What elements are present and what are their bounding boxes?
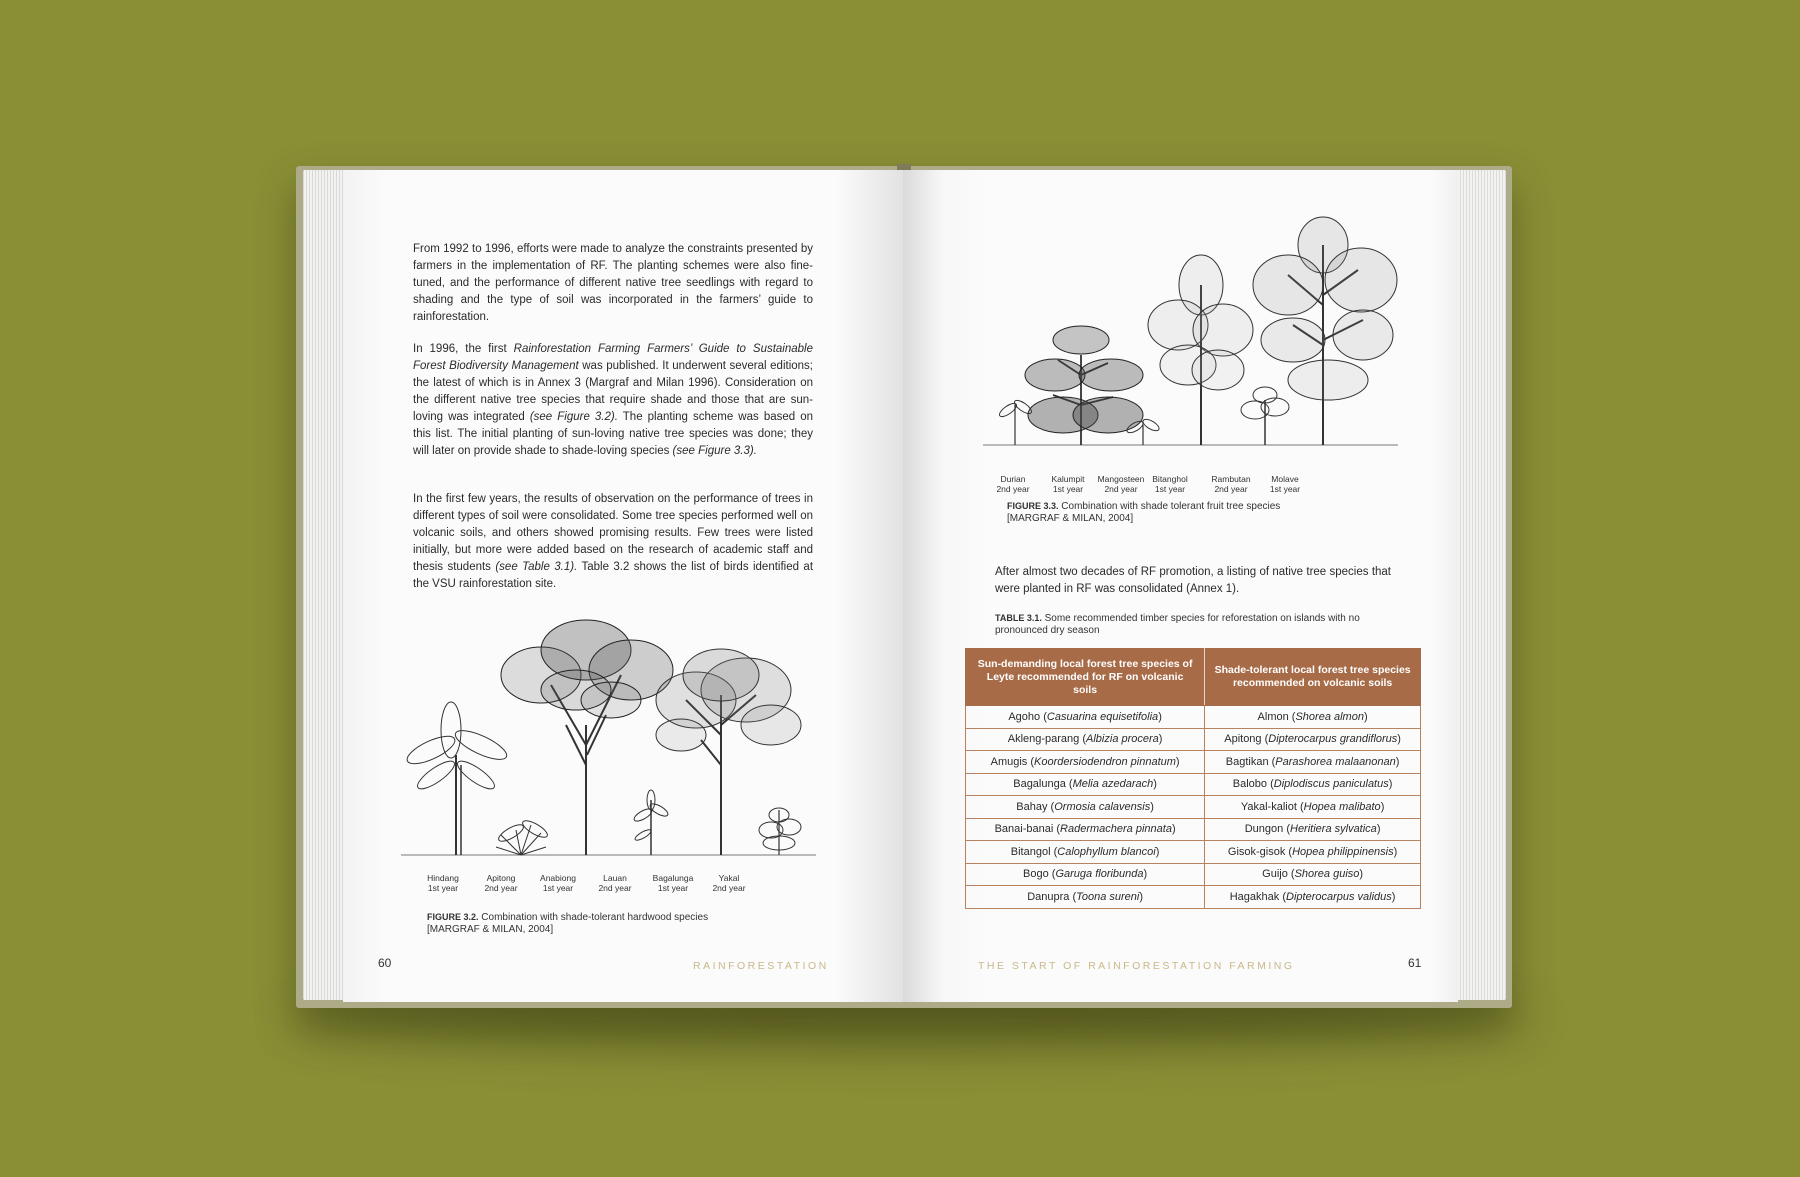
shade-tolerant-species-cell: Balobo (Diplodiscus paniculatus) xyxy=(1205,773,1421,796)
table-row xyxy=(966,818,1421,841)
tree-yakal xyxy=(759,808,801,855)
species-scientific-name: Casuarina equisetifolia xyxy=(1046,710,1159,723)
sun-demanding-species-cell: Amugis (Koordersiodendron pinnatum) xyxy=(966,751,1205,774)
figure-label-name: Apitong xyxy=(486,873,516,883)
figure-3-3-labels xyxy=(983,474,1403,498)
species-common-name: Almon xyxy=(1257,710,1289,723)
species-common-name: Bagalunga xyxy=(1013,778,1066,791)
species-table-body xyxy=(966,706,1421,909)
sun-demanding-species-cell: Banai-banai (Radermachera pinnata) xyxy=(966,818,1205,841)
figure-3-3-caption-text: Combination with shade tolerant fruit tree species xyxy=(1058,501,1281,512)
figure-label-name: Bagalunga xyxy=(652,873,694,883)
table-row xyxy=(966,751,1421,774)
figure-3-3-illustration xyxy=(983,215,1403,460)
species-common-name: Bahay xyxy=(1016,800,1048,813)
figure-label-name: Hindang xyxy=(427,873,459,883)
species-scientific-name: Hopea philippinensis xyxy=(1292,845,1394,858)
species-common-name: Guijo xyxy=(1262,868,1288,881)
table-3-1-caption-text: Some recommended timber species for reforestation on islands with no pronounced dry season xyxy=(995,613,1360,636)
species-scientific-name: Shorea almon xyxy=(1295,710,1364,723)
figure-label-age: 2nd year xyxy=(1214,484,1248,494)
paragraph-segment: was published. It underwent several editions; the latest of which is in Annex 3 (Margraf and Milan 1996). Consideration on the different native tree species that require shade and those that are sun-loving was integrated xyxy=(413,360,813,423)
shade-tolerant-species-cell: Gisok-gisok (Hopea philippinensis) xyxy=(1205,841,1421,864)
figure-3-2-caption-label: FIGURE 3.2. xyxy=(427,912,479,922)
shade-tolerant-species-cell: Yakal-kaliot (Hopea malibato) xyxy=(1205,796,1421,819)
species-scientific-name: Radermachera pinnata xyxy=(1060,823,1172,836)
species-scientific-name: Diplodiscus paniculatus xyxy=(1273,778,1389,791)
paragraph-segment: (see Figure 3.2). xyxy=(529,411,618,423)
figure-3-3-caption-label: FIGURE 3.3. xyxy=(1007,501,1059,511)
right-page xyxy=(903,170,1458,1002)
figure-label-name: Kalumpit xyxy=(1051,474,1085,484)
table-row xyxy=(966,728,1421,751)
species-scientific-name: Toona sureni xyxy=(1076,890,1140,903)
tree-durian xyxy=(998,398,1034,445)
table-row xyxy=(966,886,1421,909)
species-table xyxy=(965,648,1421,909)
paragraph-right: After almost two decades of RF promotion, a listing of native tree species that were planted in RF was consolidated (Annex 1). xyxy=(995,566,1391,595)
running-head-left: RAINFORESTATION xyxy=(693,960,829,972)
tree-bitanghol xyxy=(1148,255,1253,445)
species-common-name: Banai-banai xyxy=(994,823,1054,836)
figure-label-name: Yakal xyxy=(718,873,740,883)
sun-demanding-species-cell: Bogo (Garuga floribunda) xyxy=(966,863,1205,886)
tree-hindang xyxy=(404,702,511,855)
table-row xyxy=(966,841,1421,864)
sun-demanding-species-cell: Bahay (Ormosia calavensis) xyxy=(966,796,1205,819)
figure-label-age: 1st year xyxy=(1052,484,1084,494)
table-row xyxy=(966,773,1421,796)
sun-demanding-species-cell: Bagalunga (Melia azedarach) xyxy=(966,773,1205,796)
figure-3-3-caption xyxy=(1007,500,1280,525)
column-header-sun-demanding: Sun-demanding local forest tree species of Leyte recommended for RF on volcanic soils xyxy=(966,649,1205,706)
paragraph-segment: In the first few years, the results of observation on the performance of trees in different types of soil were consolidated. Some tree species performed well on volcanic soils, and others showed promising results. Few trees were listed initially, but more were added based on the research of academic staff and thesis students xyxy=(413,493,813,573)
page-edges-right xyxy=(1452,170,1506,1000)
left-page xyxy=(343,170,903,1002)
shade-tolerant-species-cell: Apitong (Dipterocarpus grandiflorus) xyxy=(1205,728,1421,751)
figure-label xyxy=(694,873,764,893)
species-common-name: Bitangol xyxy=(1010,845,1051,858)
table-header-row xyxy=(966,649,1421,706)
tree-kalumpit xyxy=(1025,326,1143,445)
paragraph-1 xyxy=(413,241,813,326)
paragraph-segment: (see Figure 3.3). xyxy=(672,445,757,457)
tree-lauan xyxy=(632,790,669,855)
figure-label xyxy=(1135,474,1205,494)
tree-rambutan xyxy=(1241,387,1289,445)
page-number-right: 61 xyxy=(1408,956,1422,970)
tree-apitong xyxy=(496,818,550,855)
figure-label-age: 2nd year xyxy=(598,883,632,893)
page-number-left: 60 xyxy=(378,956,392,970)
species-scientific-name: Garuga floribunda xyxy=(1055,868,1144,881)
figure-label-age: 2nd year xyxy=(712,883,746,893)
figure-label-name: Bitanghol xyxy=(1152,474,1188,484)
paragraph-segment: The planting scheme was based on this list. The initial planting of sun-loving native tree species was done; they will later on provide shade to shade-loving species xyxy=(413,411,813,457)
paragraph-segment: Rainforestation Farming Farmers’ Guide to Sustainable Forest Biodiversity Management xyxy=(413,343,813,372)
sun-demanding-species-cell: Akleng-parang (Albizia procera) xyxy=(966,728,1205,751)
table-row xyxy=(966,796,1421,819)
species-scientific-name: Calophyllum blancoi xyxy=(1057,845,1156,858)
figure-label-age: 1st year xyxy=(542,883,574,893)
figure-3-2-caption xyxy=(427,911,708,936)
figure-3-2-labels xyxy=(401,873,821,897)
species-common-name: Akleng-parang xyxy=(1007,733,1080,746)
tree-molave xyxy=(1253,217,1397,445)
species-common-name: Agoho xyxy=(1008,710,1041,723)
shade-tolerant-species-cell: Almon (Shorea almon) xyxy=(1205,706,1421,729)
species-scientific-name: Hopea malibato xyxy=(1303,800,1381,813)
species-common-name: Apitong xyxy=(1224,733,1262,746)
sun-demanding-species-cell: Agoho (Casuarina equisetifolia) xyxy=(966,706,1205,729)
figure-label-age: 2nd year xyxy=(996,484,1030,494)
figure-label-age: 1st year xyxy=(657,883,689,893)
sun-demanding-species-cell: Danupra (Toona sureni) xyxy=(966,886,1205,909)
figure-label-age: 2nd year xyxy=(1104,484,1138,494)
species-scientific-name: Dipterocarpus grandiflorus xyxy=(1268,733,1398,746)
paragraph-segment: In 1996, the first xyxy=(413,343,514,355)
species-scientific-name: Ormosia calavensis xyxy=(1054,800,1151,813)
species-scientific-name: Melia azedarach xyxy=(1072,778,1154,791)
figure-label-name: Rambutan xyxy=(1211,474,1251,484)
species-scientific-name: Heritiera sylvatica xyxy=(1290,823,1377,836)
species-common-name: Bagtikan xyxy=(1225,755,1269,768)
figure-label-name: Durian xyxy=(1000,474,1026,484)
species-common-name: Gisok-gisok xyxy=(1227,845,1286,858)
paragraph-2 xyxy=(413,341,813,460)
figure-3-2-caption-text: Combination with shade-tolerant hardwood species xyxy=(478,912,709,923)
figure-label xyxy=(1250,474,1320,494)
table-3-1-caption xyxy=(995,612,1395,637)
species-scientific-name: Albizia procera xyxy=(1086,733,1159,746)
column-header-shade-tolerant: Shade-tolerant local forest tree species recommended on volcanic soils xyxy=(1205,649,1421,706)
running-head-right: THE START OF RAINFORESTATION FARMING xyxy=(978,960,1295,972)
page-edges-left xyxy=(303,170,345,1000)
species-common-name: Hagakhak xyxy=(1229,890,1280,903)
species-scientific-name: Shorea guiso xyxy=(1294,868,1360,881)
table-3-1-caption-label: TABLE 3.1. xyxy=(995,613,1042,623)
species-common-name: Balobo xyxy=(1232,778,1268,791)
shade-tolerant-species-cell: Bagtikan (Parashorea malaanonan) xyxy=(1205,751,1421,774)
species-scientific-name: Dipterocarpus validus xyxy=(1286,890,1392,903)
paragraph-3 xyxy=(413,491,813,593)
table-row xyxy=(966,863,1421,886)
sun-demanding-species-cell: Bitangol (Calophyllum blancoi) xyxy=(966,841,1205,864)
figure-3-2-caption-source: [MARGRAF & MILAN, 2004] xyxy=(427,924,554,935)
shade-tolerant-species-cell: Dungon (Heritiera sylvatica) xyxy=(1205,818,1421,841)
species-common-name: Dungon xyxy=(1244,823,1284,836)
figure-label-name: Lauan xyxy=(603,873,627,883)
figure-3-3-caption-source: [MARGRAF & MILAN, 2004] xyxy=(1007,513,1134,524)
species-scientific-name: Parashorea malaanonan xyxy=(1275,755,1396,768)
species-common-name: Amugis xyxy=(990,755,1028,768)
figure-3-2-illustration xyxy=(401,615,821,870)
tree-anabiong xyxy=(501,620,673,855)
shade-tolerant-species-cell: Guijo (Shorea guiso) xyxy=(1205,863,1421,886)
paragraph-segment: Table 3.2 shows the list of birds identified at the VSU rainforestation site. xyxy=(413,561,814,590)
species-common-name: Bogo xyxy=(1023,868,1049,881)
figure-label-name: Anabiong xyxy=(540,873,576,883)
species-scientific-name: Koordersiodendron pinnatum xyxy=(1034,755,1176,768)
table-row xyxy=(966,706,1421,729)
species-common-name: Yakal-kaliot xyxy=(1240,800,1297,813)
figure-label-name: Molave xyxy=(1271,474,1299,484)
figure-label-age: 1st year xyxy=(1154,484,1186,494)
shade-tolerant-species-cell: Hagakhak (Dipterocarpus validus) xyxy=(1205,886,1421,909)
paragraph-segment: (see Table 3.1). xyxy=(495,561,578,573)
figure-label-name: Mangosteen xyxy=(1097,474,1145,484)
figure-label-age: 2nd year xyxy=(484,883,518,893)
paragraph-segment: From 1992 to 1996, efforts were made to analyze the constraints presented by farmers in the implementation of RF. The planting schemes were also fine-tuned, and the performance of different native tree seedlings with regard to shading and the type of soil was incorporated in the farmers’ guide to rainforestation. xyxy=(413,243,813,323)
species-common-name: Danupra xyxy=(1027,890,1070,903)
figure-label-age: 1st year xyxy=(427,883,459,893)
figure-label-age: 1st year xyxy=(1269,484,1301,494)
